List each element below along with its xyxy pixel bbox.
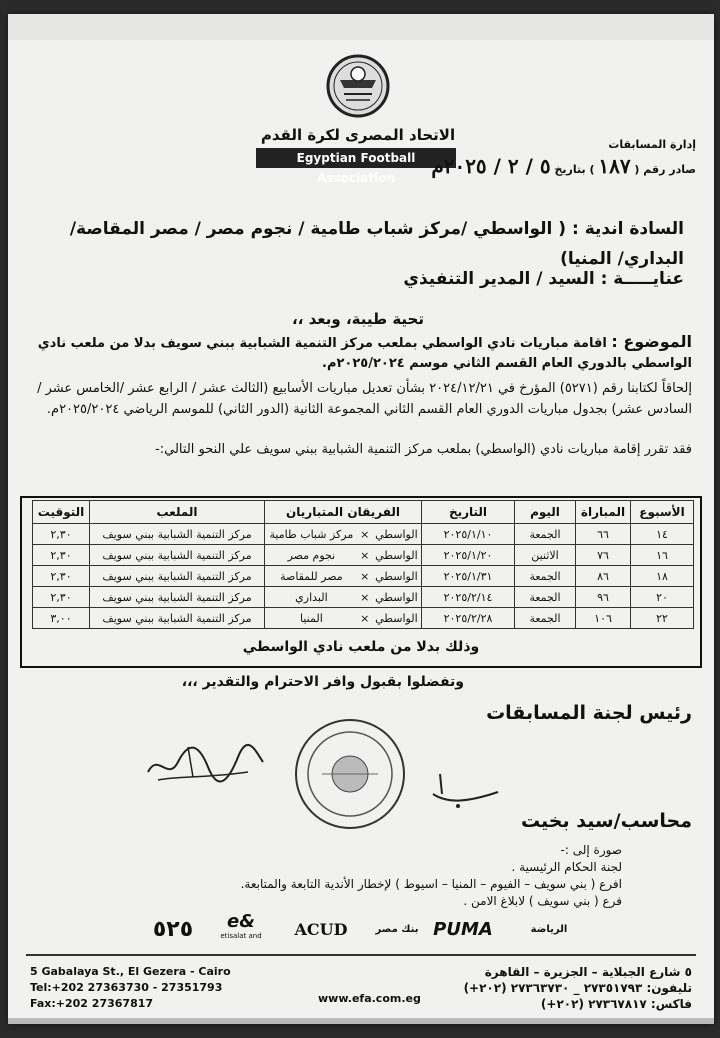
cell-date: ٢٠٢٥/٢/٢٨ [422, 608, 515, 629]
cell-date: ٢٠٢٥/١/٣١ [422, 566, 515, 587]
cell-time: ٢,٣٠ [33, 566, 90, 587]
footer-tel-en: Tel:+202 27363730 - 27351793 [30, 981, 223, 994]
footer-fax-ar: فاكس: ٢٧٣٦٧٨١٧ (٢٠٢+) [540, 997, 692, 1011]
cell-date: ٢٠٢٥/٢/١٤ [422, 587, 515, 608]
department: إدارة المسابقات [608, 138, 696, 151]
cell-home: الواسطي [372, 587, 422, 608]
cell-home: الواسطي [372, 608, 422, 629]
table-row [33, 545, 694, 566]
col-date: التاريخ [422, 501, 515, 524]
footer-arabic [432, 964, 692, 1012]
bottom-edge [8, 1018, 714, 1024]
footer-address-en: 5 Gabalaya St., El Gezera - Cairo [30, 965, 231, 978]
cell-away: مركز شباب طامية [265, 524, 358, 545]
cc-label: صورة إلى :- [560, 843, 622, 857]
col-week: الأسبوع [631, 501, 694, 524]
cell-home: الواسطي [372, 545, 422, 566]
body-paragraph-2: فقد تقرر إقامة مباريات نادي (الواسطي) بملعب مركز التنمية الشبابية ببني سويف علي النحو التالي:- [155, 442, 692, 457]
cell-day: الاثنين [515, 545, 576, 566]
cc-item: لجنة الحكام الرئيسية . [511, 860, 622, 874]
cell-day: الجمعة [515, 608, 576, 629]
cell-week: ٢٢ [631, 608, 694, 629]
reference-line [136, 154, 696, 178]
cell-day: الجمعة [515, 587, 576, 608]
letter-page [8, 14, 714, 1024]
cell-home: الواسطي [372, 524, 422, 545]
cell-day: الجمعة [515, 566, 576, 587]
footer-fax-en: Fax:+202 27367817 [30, 997, 154, 1010]
cell-stadium: مركز التنمية الشبابية ببني سويف [90, 608, 265, 629]
sponsor-eand-sub: etisalat and [220, 932, 262, 940]
committee-head-title: رئيس لجنة المسابقات [486, 702, 692, 724]
attention-label: عنايـــــة : [600, 269, 684, 289]
efa-english-name: Egyptian Football Association [256, 148, 456, 168]
cell-home: الواسطي [372, 566, 422, 587]
cell-week: ٢٠ [631, 587, 694, 608]
sponsor-logo-eand [216, 912, 266, 946]
col-stadium: الملعب [90, 501, 265, 524]
cell-away: نجوم مصر [265, 545, 358, 566]
cc-item: افرع ( بني سويف – الفيوم – المنيا – اسيوط ) لإخطار الأندية التابعة والمتابعة. [240, 877, 622, 891]
cell-day: الجمعة [515, 524, 576, 545]
ref-date-label: ) بتاريخ [554, 163, 595, 176]
cell-vs: × [358, 608, 372, 629]
table-row [33, 608, 694, 629]
ref-label: صادر رقم ( [634, 163, 696, 176]
cell-stadium: مركز التنمية الشبابية ببني سويف [90, 587, 265, 608]
cell-match: ٦٦ [576, 524, 631, 545]
sponsor-eand-mark: e& [227, 911, 255, 932]
cell-away: المنيا [265, 608, 358, 629]
sponsor-logo-sports: الرياضة [530, 923, 568, 935]
subject [22, 332, 692, 374]
cc-item: فرع ( بني سويف ) لابلاغ الامن . [463, 894, 622, 908]
efa-arabic-name: الاتحاد المصرى لكرة القدم [260, 126, 456, 144]
official-stamp-icon [292, 716, 408, 832]
closing: وتفضلوا بقبول وافر الاحترام والتقدير ،،، [181, 674, 464, 690]
cell-week: ١٦ [631, 545, 694, 566]
subject-label: الموضوع : [611, 332, 692, 351]
top-band [8, 14, 714, 40]
col-day: اليوم [515, 501, 576, 524]
cell-time: ٣,٠٠ [33, 608, 90, 629]
col-teams: الفريقان المتباريان [265, 501, 422, 524]
ref-number: ١٨٧ [598, 154, 631, 178]
cc-list [62, 842, 622, 910]
table-header-row [33, 501, 694, 524]
cell-stadium: مركز التنمية الشبابية ببني سويف [90, 524, 265, 545]
sponsor-strip [148, 912, 588, 946]
footer-english [30, 964, 290, 1012]
sponsor-logo-acud: ACUD [294, 919, 348, 939]
cell-vs: × [358, 524, 372, 545]
efa-logo-icon [326, 54, 390, 118]
col-match: المباراة [576, 501, 631, 524]
col-time: التوقيت [33, 501, 90, 524]
subject-text: اقامة مباريات نادي الواسطي بملعب مركز التنمية الشبابية ببني سويف بدلا من ملعب نادي الواسطي بالدوري العام القسم الثاني موسم ٢٠٢٥/٢٠٢٤م. [37, 336, 692, 371]
ref-date: ٥ / ٢ / ٢٠٢٥م [431, 154, 551, 178]
footer-address-ar: ٥ شارع الجبلاية – الجزيرة – القاهرة [484, 965, 692, 979]
cell-stadium: مركز التنمية الشبابية ببني سويف [90, 566, 265, 587]
cell-week: ١٤ [631, 524, 694, 545]
cell-away: مصر للمقاصة [265, 566, 358, 587]
attention [24, 269, 684, 289]
sponsor-logo-bank: بنك مصر [375, 923, 419, 935]
cell-date: ٢٠٢٥/١/٢٠ [422, 545, 515, 566]
footer-website[interactable]: www.efa.com.eg [318, 992, 421, 1005]
accountant-name: محاسب/سيد بخيت [520, 810, 692, 832]
greeting: تحية طيبة، وبعد ،، [292, 310, 424, 328]
accountant-signature-icon [428, 764, 508, 814]
addressees-label: السادة اندية : [571, 219, 684, 239]
signature-icon [138, 732, 268, 792]
cell-vs: × [358, 545, 372, 566]
footer-divider [26, 954, 696, 956]
table-row [33, 587, 694, 608]
sponsor-logo-025: ٥٢٥ [152, 916, 194, 942]
cell-time: ٢,٣٠ [33, 545, 90, 566]
cell-match: ٨٦ [576, 566, 631, 587]
sponsor-logo-puma: PUMA [433, 918, 493, 940]
addressees-list: ( الواسطي /مركز شباب طامية / نجوم مصر / مصر المقاصة/ البداري/ المنيا) [69, 219, 684, 269]
cell-stadium: مركز التنمية الشبابية ببني سويف [90, 545, 265, 566]
cell-match: ٧٦ [576, 545, 631, 566]
cell-match: ٩٦ [576, 587, 631, 608]
cell-match: ١٠٦ [576, 608, 631, 629]
schedule-table [32, 500, 694, 629]
footer-tel-ar: تليفون: ٢٧٣٥١٧٩٣ _ ٢٧٣٦٣٧٣٠ (٢٠٢+) [463, 981, 692, 995]
attention-value: السيد / المدير التنفيذي [403, 269, 595, 289]
table-row [33, 566, 694, 587]
table-row [33, 524, 694, 545]
cell-time: ٢,٣٠ [33, 524, 90, 545]
body-paragraph-1: إلحاقاً لكتابنا رقم (٥٢٧١) المؤرخ في ٢٠٢٤/١٢/٢١ بشأن تعديل مباريات الأسابيع (الثالث عشر / الرابع عشر /الخامس عشر /السادس عشر) بجدول مباريات الدوري العام القسم الثاني المجموعة الثانية (الدور الثاني) للموسم الرياضي ٢٠٢٥/٢٠٢٤م. [37, 381, 692, 417]
table-footer-note: وذلك بدلا من ملعب نادي الواسطي [242, 639, 480, 655]
cell-time: ٢,٣٠ [33, 587, 90, 608]
cell-week: ١٨ [631, 566, 694, 587]
cell-vs: × [358, 587, 372, 608]
cell-date: ٢٠٢٥/١/١٠ [422, 524, 515, 545]
cell-away: البداري [265, 587, 358, 608]
addressees [24, 214, 684, 274]
cell-vs: × [358, 566, 372, 587]
